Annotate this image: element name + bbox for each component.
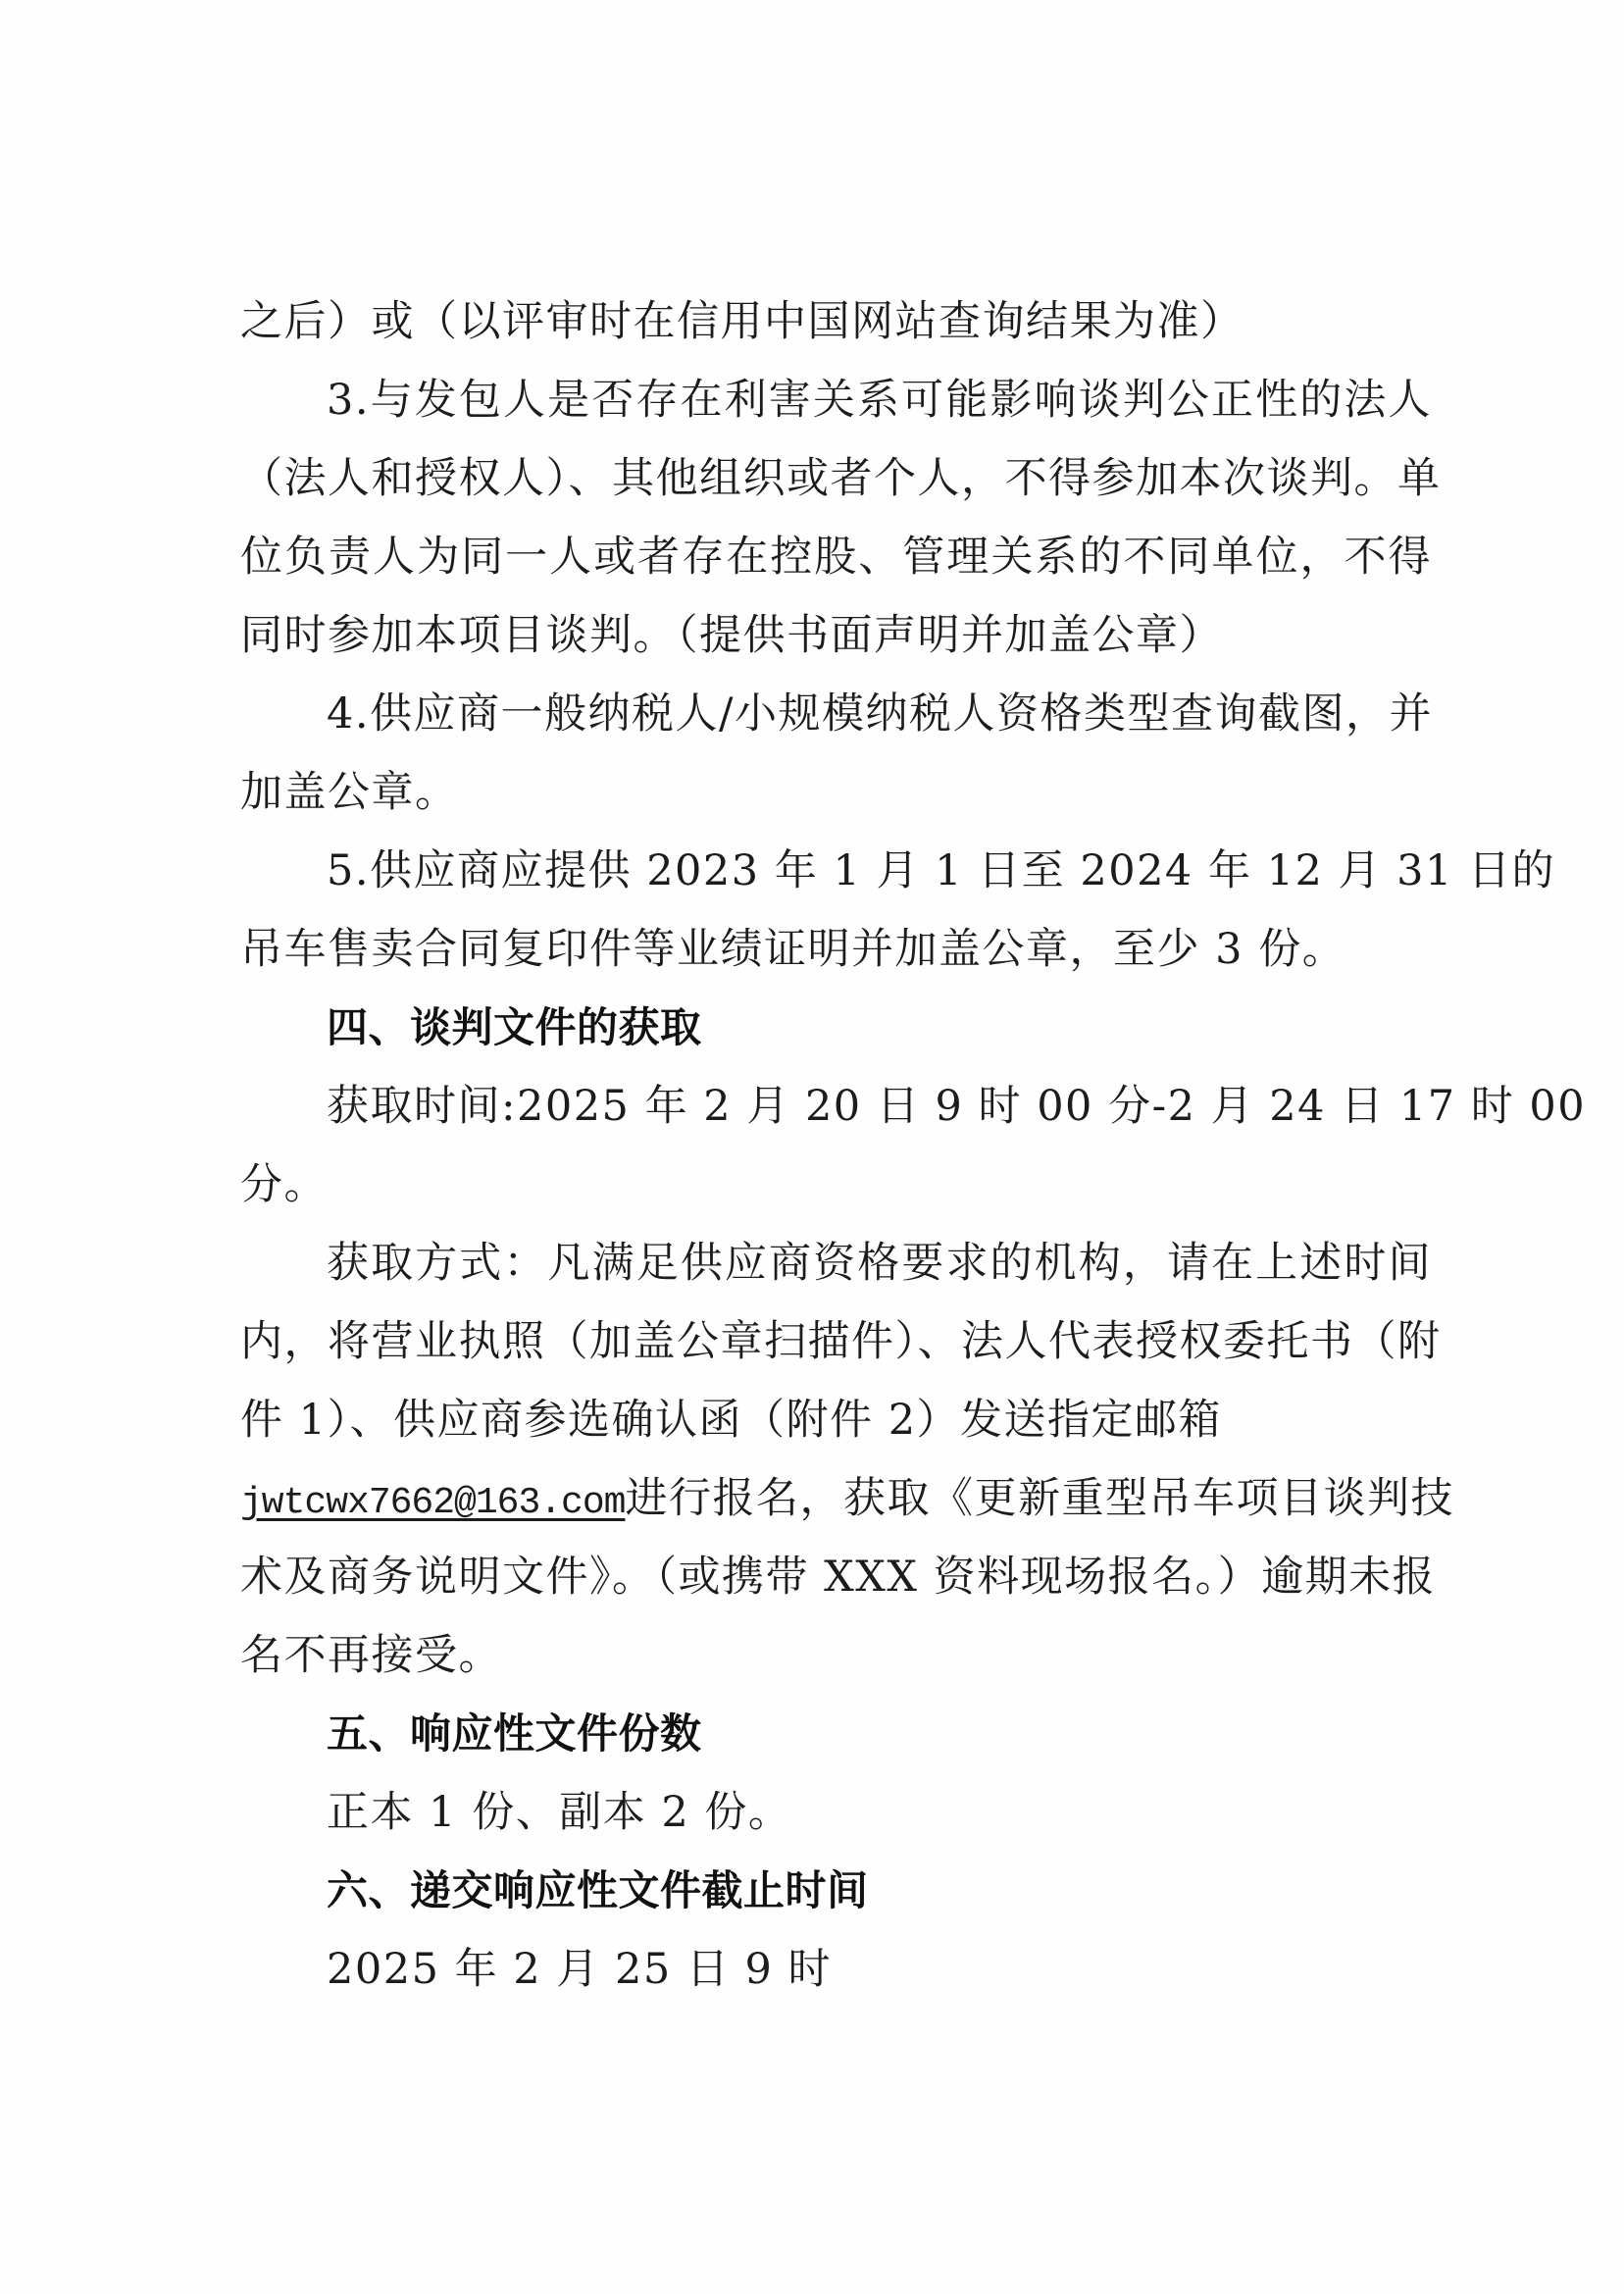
- acquisition-time-line: 分。: [240, 1160, 328, 1209]
- requirement-4-line: 加盖公章。: [240, 768, 459, 817]
- requirement-5-line: 吊车售卖合同复印件等业绩证明并加盖公章，至少 3 份。: [240, 925, 1346, 974]
- paragraph-line: 之后）或（以评审时在信用中国网站查询结果为准）: [240, 297, 1244, 346]
- requirement-3-line: （法人和授权人）、其他组织或者个人，不得参加本次谈判。单: [240, 454, 1442, 503]
- requirement-3-line: 3.与发包人是否存在利害关系可能影响谈判公正性的法人: [327, 376, 1432, 425]
- section-heading-4: 四、谈判文件的获取: [327, 1003, 702, 1051]
- requirement-4-line: 4.供应商一般纳税人/小规模纳税人资格类型查询截图，并: [327, 689, 1434, 739]
- acquisition-method-line: 获取方式：凡满足供应商资格要求的机构，请在上述时间: [327, 1239, 1432, 1288]
- requirement-3-line: 同时参加本项目谈判。（提供书面声明并加盖公章）: [240, 611, 1223, 660]
- copies-line: 正本 1 份、副本 2 份。: [327, 1788, 792, 1837]
- acquisition-method-line: 名不再接受。: [240, 1631, 502, 1680]
- acquisition-method-line: 术及商务说明文件》。（或携带 XXX 资料现场报名。）逾期未报: [240, 1553, 1437, 1602]
- acquisition-method-line: [240, 1471, 1454, 1526]
- deadline-line: 2025 年 2 月 25 日 9 时: [327, 1945, 833, 1994]
- section-heading-6: 六、递交响应性文件截止时间: [327, 1866, 869, 1914]
- requirement-3-line: 位负责人为同一人或者存在控股、管理关系的不同单位，不得: [240, 533, 1432, 582]
- acquisition-time-line: 获取时间:2025 年 2 月 20 日 9 时 00 分-2 月 24 日 17 时 00: [327, 1082, 1587, 1131]
- acquisition-method-line: 件 1）、供应商参选确认函（附件 2）发送指定邮箱: [240, 1396, 1223, 1445]
- section-heading-5: 五、响应性文件份数: [327, 1709, 702, 1758]
- paragraph-text: 进行报名，获取《更新重型吊车项目谈判技: [625, 1474, 1454, 1523]
- acquisition-method-line: 内，将营业执照（加盖公章扫描件）、法人代表授权委托书（附: [240, 1317, 1442, 1366]
- email-link[interactable]: jwtcwx7662@163.com: [240, 1482, 626, 1524]
- requirement-5-line: 5.供应商应提供 2023 年 1 月 1 日至 2024 年 12 月 31 日的: [327, 846, 1556, 895]
